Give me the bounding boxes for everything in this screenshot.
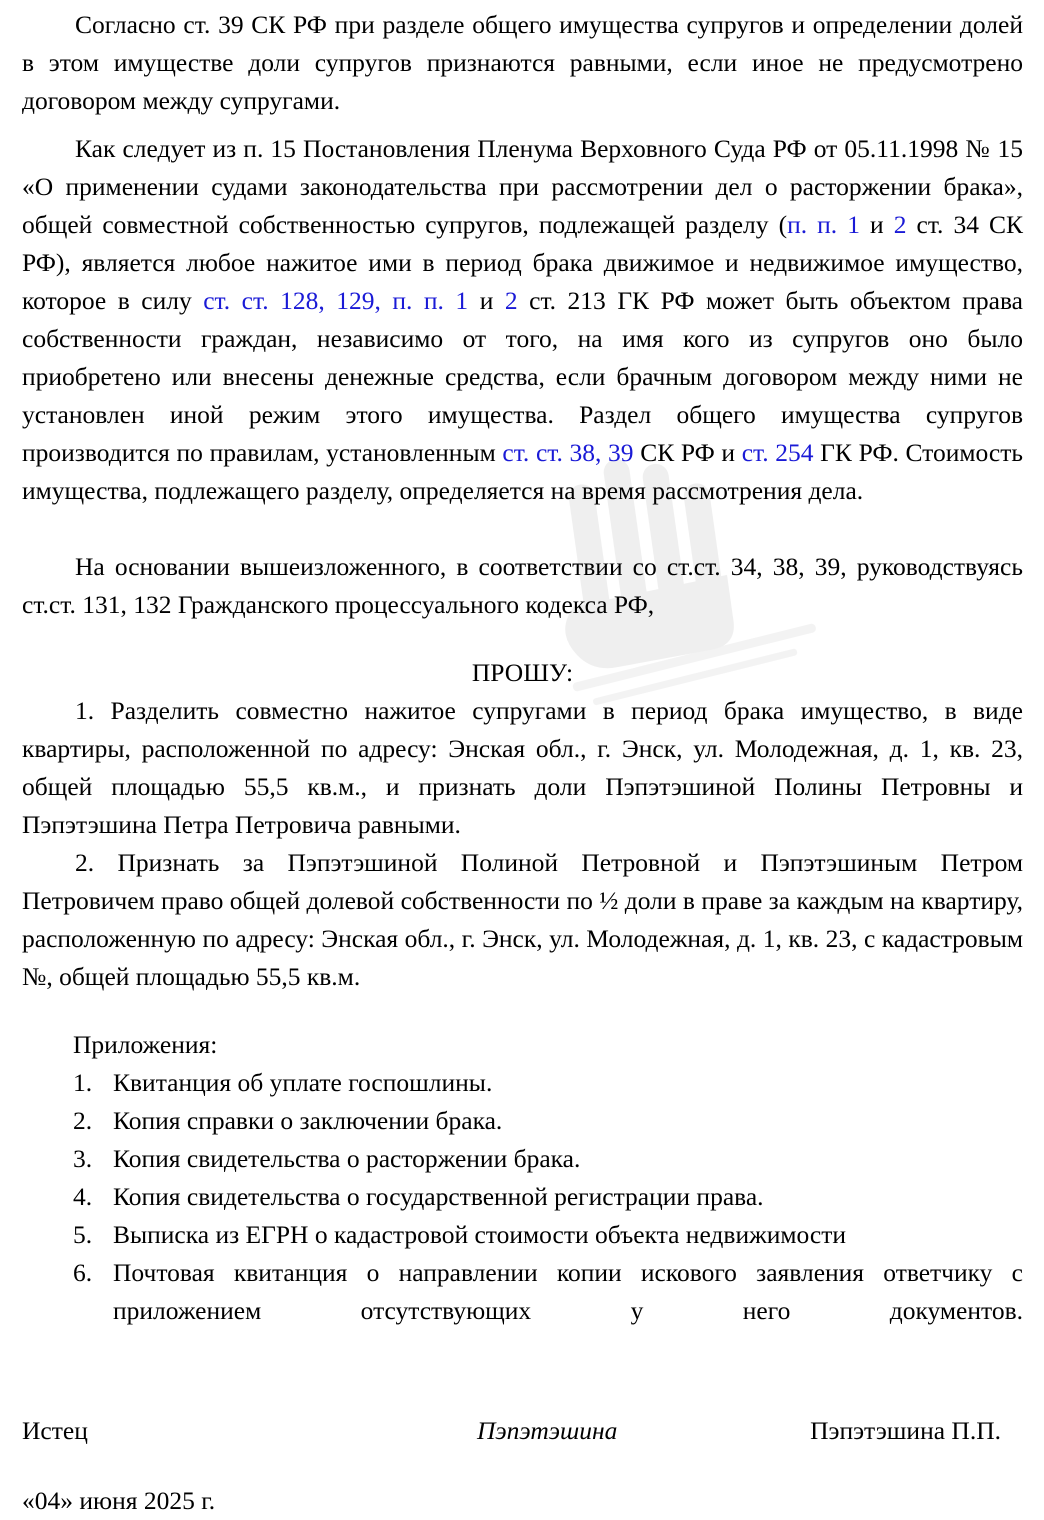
appendix-item <box>22 1064 1023 1102</box>
appendix-item-text: Копия свидетельства о расторжении брака. <box>113 1144 581 1173</box>
p2-segment-1: Как следует из п. 15 Постановления Пленума Верховного Суда РФ от 05.11.1998 № 15 «О применении судами законодательства при рассмотрении дел о расторжении брака», общей совместной собственностью супругов, подлежащей разделу ( <box>22 134 1023 239</box>
handwritten-signature: Пэпэтэшина <box>477 1416 618 1445</box>
appendix-item-text: Выписка из ЕГРН о кадастровой стоимости объекта недвижимости <box>113 1220 846 1249</box>
signature-role: Истец <box>22 1416 88 1445</box>
legal-link-art254-gk[interactable]: ст. 254 <box>741 438 814 467</box>
p2-segment-5: ст. 213 ГК РФ может быть объектом права собственности граждан, независимо от того, на имя кого из супругов оно было приобретено или внесены денежные средства, если брачным договором между ними не установлен иной режим этого имущества. Раздел общего имущества супругов производится по правилам, установленным <box>22 286 1023 467</box>
appendix-item-text: Копия свидетельства о государственной регистрации права. <box>113 1182 764 1211</box>
appendix-item <box>22 1254 1023 1368</box>
legal-link-p2-art213[interactable]: 2 <box>504 286 518 315</box>
legal-link-art128-129-gk[interactable]: ст. ст. 128, 129, п. п. 1 <box>203 286 469 315</box>
request-heading: ПРОШУ: <box>471 658 574 687</box>
appendix-item-text: Почтовая квитанция о направлении копии искового заявления ответчику с приложением отсутствующих у него документов. <box>113 1258 1023 1325</box>
p2-segment-2: и <box>859 210 894 239</box>
legal-link-pp1-art34[interactable]: п. п. 1 <box>787 210 860 239</box>
appendix-item <box>22 1178 1023 1216</box>
paragraph-article-39: Согласно ст. 39 СК РФ при разделе общего имущества супругов и определении долей в этом имуществе доли супругов признаются равными, если иное не предусмотрено договором между супругами. <box>22 10 1023 115</box>
appendix-item-text: Копия справки о заключении брака. <box>113 1106 503 1135</box>
signature-date: «04» июня 2025 г. <box>22 1486 216 1515</box>
appendix-item-number: 1. <box>73 1068 93 1097</box>
request-item-1: 1. Разделить совместно нажитое супругами в период брака имущество, в виде квартиры, расположенной по адресу: Энская обл., г. Энск, ул. Молодежная, д. 1, кв. 23, общей площадью 55,5 кв.м., и признать доли Пэпэтэшиной Полины Петровны и Пэпэтэшина Петра Петровича равными. <box>22 696 1023 839</box>
spacer <box>22 510 1023 548</box>
spacer <box>22 996 1023 1026</box>
appendix-item-number: 2. <box>73 1106 93 1135</box>
paragraph-legal-basis: На основании вышеизложенного, в соответствии со ст.ст. 34, 38, 39, руководствуясь ст.ст. 131, 132 Гражданского процессуального кодекса РФ, <box>22 552 1023 619</box>
p2-segment-7: ГК РФ. Стоимость имущества, подлежащего разделу, определяется на время рассмотрения дела. <box>22 438 1023 505</box>
appendix-item-number: 3. <box>73 1144 93 1173</box>
spacer <box>22 624 1023 654</box>
spacer <box>22 1450 1023 1482</box>
appendix-item <box>22 1216 1023 1254</box>
p2-segment-4: и <box>468 286 505 315</box>
appendix-item-number: 5. <box>73 1220 93 1249</box>
legal-link-art38-39-sk[interactable]: ст. ст. 38, 39 <box>502 438 634 467</box>
spacer <box>22 1368 1023 1412</box>
appendix-item-number: 4. <box>73 1182 93 1211</box>
appendix-item <box>22 1140 1023 1178</box>
appendix-item <box>22 1102 1023 1140</box>
document-body <box>22 6 1023 1520</box>
spacer <box>22 120 1023 130</box>
appendix-item-number: 6. <box>73 1258 93 1287</box>
appendix-list <box>22 1064 1023 1368</box>
appendix-title: Приложения: <box>73 1030 218 1059</box>
request-item-2: 2. Признать за Пэпэтэшиной Полиной Петровной и Пэпэтэшиным Петром Петровичем право общей долевой собственности по ½ доли в праве за каждым на квартиру, расположенную по адресу: Энская обл., г. Энск, ул. Молодежная, д. 1, кв. 23, с кадастровым №, общей площадью 55,5 кв.м. <box>22 848 1023 991</box>
legal-link-p2-art34[interactable]: 2 <box>893 210 907 239</box>
p2-segment-3: ст. 34 СК РФ), является любое нажитое ими в период брака движимое и недвижимое имущество, которое в силу <box>22 210 1024 315</box>
signature-row <box>22 1412 1023 1450</box>
appendix-item-text: Квитанция об уплате госпошлины. <box>113 1068 493 1097</box>
signature-printed-name: Пэпэтэшина П.П. <box>810 1416 1001 1445</box>
paragraph-plenum-ruling <box>22 130 1023 510</box>
p2-segment-6: СК РФ и <box>633 438 742 467</box>
